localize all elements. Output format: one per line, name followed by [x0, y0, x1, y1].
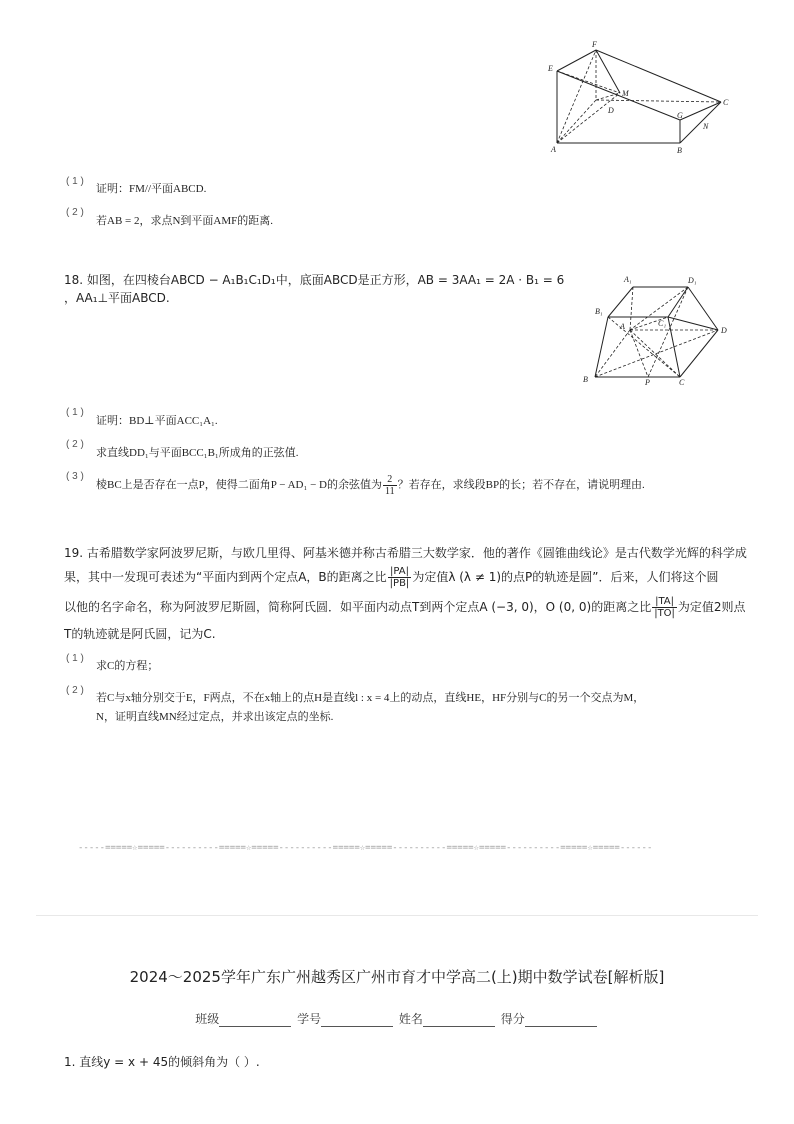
- fraction-denominator: |TO|: [654, 608, 675, 619]
- student-info-fields: [0, 1010, 794, 1027]
- fig17-label-E: E: [548, 64, 553, 73]
- field-score-blank[interactable]: [525, 1014, 597, 1027]
- fraction-denominator: 11: [384, 486, 395, 497]
- q19-line2-post: 为定值λ (λ ≠ 1)的点P的轨迹是圆”．后来，人们将这个圆: [412, 570, 719, 584]
- q18-sub3-number: ( 3 ): [66, 471, 84, 482]
- q19-line2-pre: 果，其中一发现可表述为“平面内到两个定点A，B的距离之比: [64, 570, 387, 584]
- q19-sub2-line1: 若C与x轴分别交于E，F两点，不在x轴上的点H是直线l : x = 4上的动点，直线HE，HF分别与C的另一个交点为M，: [96, 692, 645, 704]
- q19-stem-line1: 19. 古希腊数学家阿波罗尼斯，与欧几里得、阿基米德并称古希腊三大数学家．他的著作《圆锥曲线论》是古代数学光辉的科学成: [64, 546, 747, 560]
- fig17-label-A: A: [551, 145, 556, 154]
- exam-title: 2024～2025学年广东广州越秀区广州市育才中学高二(上)期中数学试卷[解析版]: [129, 968, 665, 986]
- fig18-label-A1: A₁: [624, 275, 632, 284]
- fig18-label-B: B: [583, 375, 588, 384]
- q17-sub1-number: ( 1 ): [66, 176, 84, 187]
- q17-sub2-text: 若AB = 2，求点N到平面AMF的距离.: [96, 215, 274, 227]
- exam-q1: 1. 直线y = x + 45的倾斜角为（ ）.: [64, 1055, 260, 1069]
- page-separator: [36, 915, 758, 916]
- fraction-numerator: |TA|: [652, 596, 677, 608]
- field-score-label: 得分: [500, 1012, 525, 1026]
- q18-stem-line1: 18. 如图，在四棱台ABCD − A₁B₁C₁D₁中，底面ABCD是正方形，AB = 3AA₁ = 2A · B₁ = 6: [64, 273, 565, 287]
- fig17-label-B: B: [677, 146, 682, 155]
- field-name-label: 姓名: [398, 1012, 423, 1026]
- fig17-label-C: C: [723, 98, 729, 107]
- fig18-label-C: C: [679, 378, 685, 387]
- q19-line3-pre: 以他的名字命名，称为阿波罗尼斯圆，简称阿氏圆．如平面内动点T到两个定点A (−3, 0)，O (0, 0)的距离之比: [64, 600, 652, 614]
- fig18-label-B1: B₁: [595, 307, 603, 316]
- fig18-label-C1: C₁: [658, 319, 667, 328]
- fig18-label-A: A: [620, 322, 625, 331]
- fig17-label-D: D: [608, 106, 614, 115]
- q19-line3-post: 为定值2则点: [677, 600, 746, 614]
- figure-q18-frustum: [578, 272, 738, 392]
- q19-sub2-line2: N，证明直线MN经过定点，并求出该定点的坐标.: [96, 711, 334, 723]
- field-class-label: 班级: [195, 1012, 220, 1026]
- star-divider: -----=====☆=====----------=====☆=====----------=====☆=====----------=====☆=====----------=====☆=====------: [78, 843, 653, 853]
- q18-sub1-number: ( 1 ): [66, 407, 84, 418]
- q19-line2-fraction: [388, 566, 412, 589]
- fraction-denominator: |PB|: [389, 578, 410, 589]
- q18-sub3-fraction: [383, 474, 397, 497]
- fig18-label-D: D: [721, 326, 727, 335]
- field-class-blank[interactable]: [219, 1014, 291, 1027]
- fig18-label-P: P: [645, 378, 650, 387]
- q19-sub1-number: ( 1 ): [66, 653, 84, 664]
- q18-sub2-text: 求直线DD₁与平面BCC₁B₁所成角的正弦值.: [96, 447, 299, 459]
- q18-stem-line2: ，AA₁⊥平面ABCD.: [64, 291, 170, 305]
- q18-sub3-pre: 棱BC上是否存在一点P，使得二面角P − AD₁ − D的余弦值为: [96, 479, 382, 492]
- fig17-label-G: G: [677, 111, 683, 120]
- fig17-label-F: F: [592, 40, 597, 49]
- fraction-numerator: 2: [383, 474, 397, 486]
- fig18-label-D1: D₁: [688, 276, 697, 285]
- field-id-label: 学号: [297, 1012, 322, 1026]
- field-name-blank[interactable]: [423, 1014, 495, 1027]
- field-id-blank[interactable]: [321, 1014, 393, 1027]
- q19-stem-line3: [64, 596, 746, 619]
- q19-stem-line2: [64, 566, 718, 589]
- fraction-numerator: |PA|: [388, 566, 412, 578]
- fig17-label-M: M: [622, 89, 629, 98]
- q18-sub3-text: [96, 474, 645, 497]
- q19-stem-line4: T的轨迹就是阿氏圆，记为C.: [64, 627, 216, 641]
- q18-sub1-text: 证明：BD⊥平面ACC₁A₁.: [96, 415, 218, 427]
- q18-sub2-number: ( 2 ): [66, 439, 84, 450]
- q18-sub3-post: ？若存在，求线段BP的长；若不存在，请说明理由.: [397, 479, 645, 492]
- figure-q17-solid: [540, 38, 740, 160]
- q17-sub1-text: 证明：FM//平面ABCD.: [96, 183, 207, 195]
- q17-sub2-number: ( 2 ): [66, 207, 84, 218]
- q19-sub2-number: ( 2 ): [66, 685, 84, 696]
- q19-sub1-text: 求C的方程；: [96, 660, 159, 672]
- q19-line3-fraction: [652, 596, 677, 619]
- fig17-label-N: N: [703, 122, 709, 131]
